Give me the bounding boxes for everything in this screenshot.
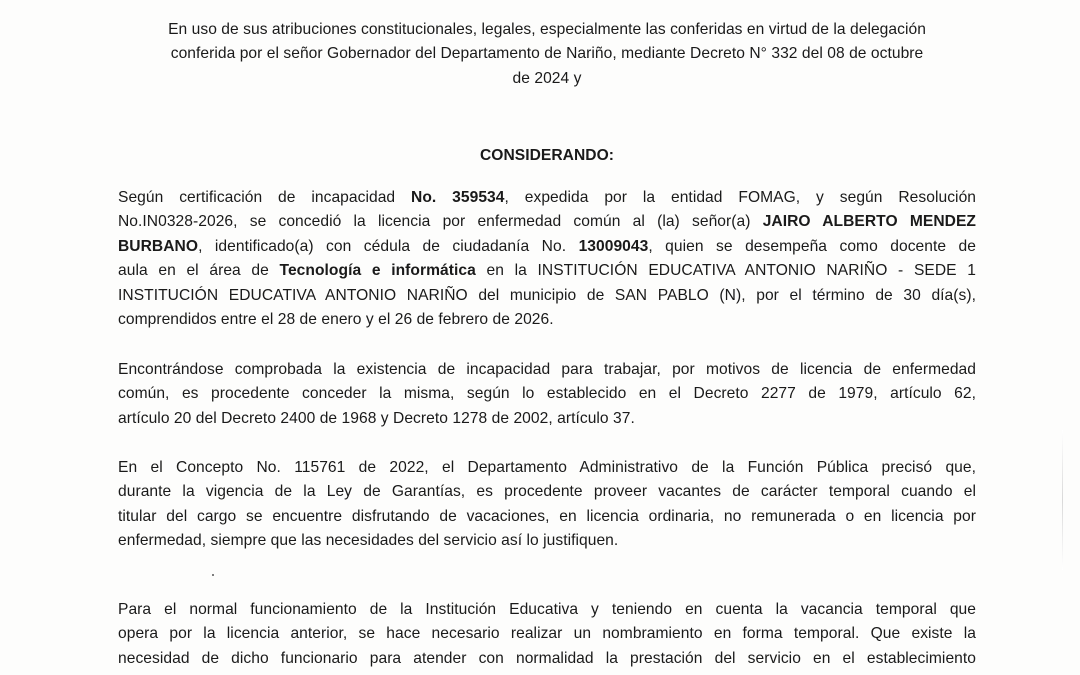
section-heading: CONSIDERANDO: bbox=[479, 147, 615, 164]
paragraph-line bbox=[118, 210, 976, 234]
text-run: aula en el área de bbox=[118, 262, 280, 280]
intro-paragraph bbox=[118, 18, 976, 91]
paragraph-line: comprendidos entre el 28 de enero y el 26 de febrero de 2026. bbox=[118, 311, 554, 329]
scan-margin-shadow bbox=[1062, 430, 1063, 570]
text-run: , quien se desempeña como docente de bbox=[648, 237, 977, 255]
subject-area: Tecnología e informática bbox=[279, 262, 476, 280]
intro-line: de 2024 y bbox=[512, 69, 582, 87]
paragraph-line: INSTITUCIÓN EDUCATIVA ANTONIO NARIÑO del municipio de SAN PABLO (N), por el término de 30 día(s), bbox=[118, 286, 976, 304]
paragraph-line: Encontrándose comprobada la existencia de incapacidad para trabajar, por motivos de licencia de enfermedad bbox=[118, 361, 976, 378]
paragraph-line bbox=[118, 235, 976, 259]
scan-speck bbox=[212, 574, 214, 576]
paragraph-line: artículo 20 del Decreto 2400 de 1968 y Decreto 1278 de 2002, artículo 37. bbox=[118, 409, 635, 427]
paragraph-line: opera por la licencia anterior, se hace necesario realizar un nombramiento en forma temporal. Que existe la bbox=[118, 625, 976, 643]
paragraph-public-function-concept bbox=[118, 456, 976, 554]
text-run: , expedida por la entidad FOMAG, y según Resolución bbox=[504, 189, 977, 206]
intro-line: En uso de sus atribuciones constitucionales, legales, especialmente las conferidas en virtud de la delegación bbox=[168, 21, 926, 38]
paragraph-line: común, es procedente conceder la misma, según lo establecido en el Decreto 2277 de 1979, artículo 62, bbox=[118, 385, 976, 403]
text-run: Según certificación de incapacidad bbox=[118, 189, 412, 206]
paragraph-line: En el Concepto No. 115761 de 2022, el Departamento Administrativo de la Función Pública precisó que, bbox=[118, 459, 976, 476]
paragraph-line: necesidad de dicho funcionario para atender con normalidad la prestación del servicio en el establecimiento bbox=[118, 649, 976, 667]
intro-line: conferida por el señor Gobernador del Departamento de Nariño, mediante Decreto N° 332 del 08 de octubre bbox=[170, 45, 924, 63]
certificate-number: No. 359534 bbox=[411, 189, 505, 206]
employee-name: JAIRO ALBERTO MENDEZ bbox=[762, 213, 976, 231]
paragraph-line: enfermedad, siempre que las necesidades del servicio así lo justifiquen. bbox=[118, 532, 619, 550]
text-run: No.IN0328-2026, se concedió la licencia por enfermedad común al (la) señor(a) bbox=[118, 213, 763, 231]
text-run: en la INSTITUCIÓN EDUCATIVA ANTONIO NARIÑO - SEDE 1 bbox=[475, 262, 976, 280]
paragraph-line: titular del cargo se encuentre disfrutando de vacaciones, en licencia ordinaria, no remunerada o en licencia por bbox=[118, 507, 976, 525]
employee-surname: BURBANO bbox=[118, 237, 199, 255]
paragraph-line: durante la vigencia de la Ley de Garantías, es procedente proveer vacantes de carácter temporal cuando el bbox=[118, 483, 976, 501]
paragraph-line: Para el normal funcionamiento de la Institución Educativa y teniendo en cuenta la vacancia temporal que bbox=[118, 601, 976, 618]
paragraph-temporary-appointment bbox=[118, 598, 976, 671]
paragraph-line bbox=[118, 259, 976, 283]
text-run: , identificado(a) con cédula de ciudadanía No. bbox=[198, 237, 579, 255]
paragraph-incapacity-certification bbox=[118, 186, 976, 332]
paragraph-line bbox=[118, 186, 976, 210]
paragraph-legal-basis bbox=[118, 358, 976, 431]
id-number: 13009043 bbox=[578, 237, 649, 255]
